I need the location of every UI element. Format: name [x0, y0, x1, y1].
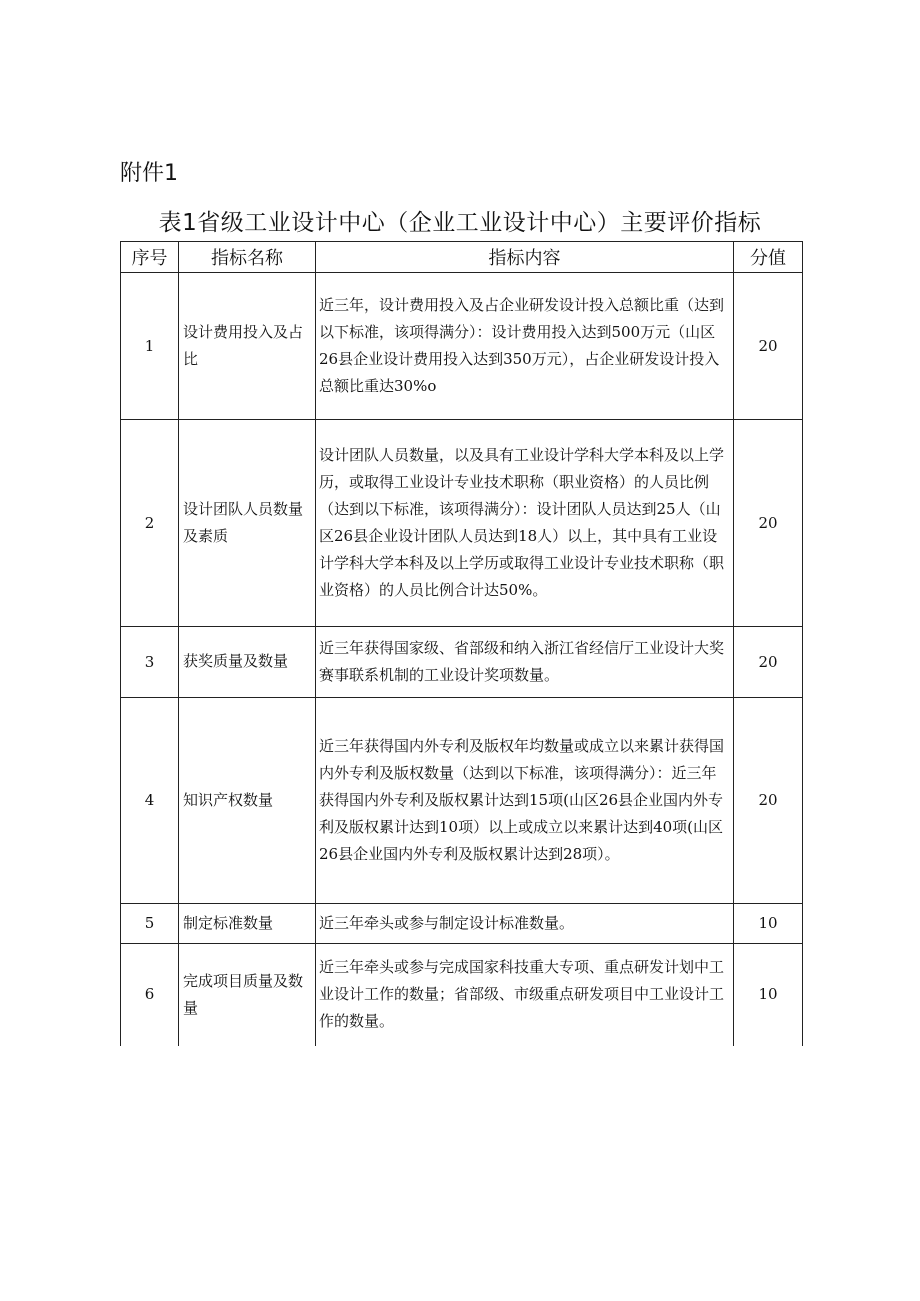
indicator-content: 设计团队人员数量，以及具有工业设计学科大学本科及以上学历，或取得工业设计专业技术职称（职业资格）的人员比例（达到以下标准，该项得满分）：设计团队人员达到25人（山区26县企业设计团队人员达到18人）以上，其中具有工业设计学科大学本科及以上学历或取得工业设计专业技术职称（职业资格）的人员比例合计达50%。 — [316, 420, 734, 627]
table-title: 表1省级工业设计中心（企业工业设计中心）主要评价指标 — [158, 210, 762, 236]
indicator-content: 近三年，设计费用投入及占企业研发设计投入总额比重（达到以下标准，该项得满分）：设计费用投入达到500万元（山区26县企业设计费用投入达到350万元），占企业研发设计投入总额比重达30%o — [316, 273, 734, 420]
indicator-name: 获奖质量及数量 — [179, 627, 316, 698]
indicator-score: 20 — [734, 698, 803, 904]
table-row — [121, 627, 803, 698]
indicator-name: 知识产权数量 — [179, 698, 316, 904]
indicator-score: 10 — [734, 944, 803, 1046]
indicator-name: 设计团队人员数量及素质 — [179, 420, 316, 627]
indicator-name: 完成项目质量及数量 — [179, 944, 316, 1046]
row-number: 6 — [121, 944, 179, 1046]
header-content: 指标内容 — [316, 242, 734, 273]
indicator-name: 制定标准数量 — [179, 904, 316, 944]
table-row — [121, 904, 803, 944]
indicator-score: 20 — [734, 627, 803, 698]
indicator-content: 近三年获得国内外专利及版权年均数量或成立以来累计获得国内外专利及版权数量（达到以下标准，该项得满分）：近三年获得国内外专利及版权累计达到15项(山区26县企业国内外专利及版权累计达到10项）以上或成立以来累计达到40项(山区26县企业国内外专利及版权累计达到28项）。 — [316, 698, 734, 904]
row-number: 1 — [121, 273, 179, 420]
header-no: 序号 — [121, 242, 179, 273]
evaluation-table — [120, 241, 803, 1046]
table-row — [121, 944, 803, 1046]
indicator-score: 20 — [734, 420, 803, 627]
indicator-name: 设计费用投入及占比 — [179, 273, 316, 420]
table-row — [121, 273, 803, 420]
indicator-content: 近三年牵头或参与完成国家科技重大专项、重点研发计划中工业设计工作的数量；省部级、市级重点研发项目中工业设计工作的数量。 — [316, 944, 734, 1046]
attachment-label: 附件1 — [120, 161, 178, 186]
indicator-content: 近三年获得国家级、省部级和纳入浙江省经信厅工业设计大奖赛事联系机制的工业设计奖项数量。 — [316, 627, 734, 698]
row-number: 2 — [121, 420, 179, 627]
indicator-score: 20 — [734, 273, 803, 420]
table-row — [121, 698, 803, 904]
indicator-content: 近三年牵头或参与制定设计标准数量。 — [316, 904, 734, 944]
table-header-row — [121, 242, 803, 273]
indicator-score: 10 — [734, 904, 803, 944]
row-number: 5 — [121, 904, 179, 944]
header-name: 指标名称 — [179, 242, 316, 273]
header-score: 分值 — [734, 242, 803, 273]
row-number: 3 — [121, 627, 179, 698]
table-row — [121, 420, 803, 627]
row-number: 4 — [121, 698, 179, 904]
